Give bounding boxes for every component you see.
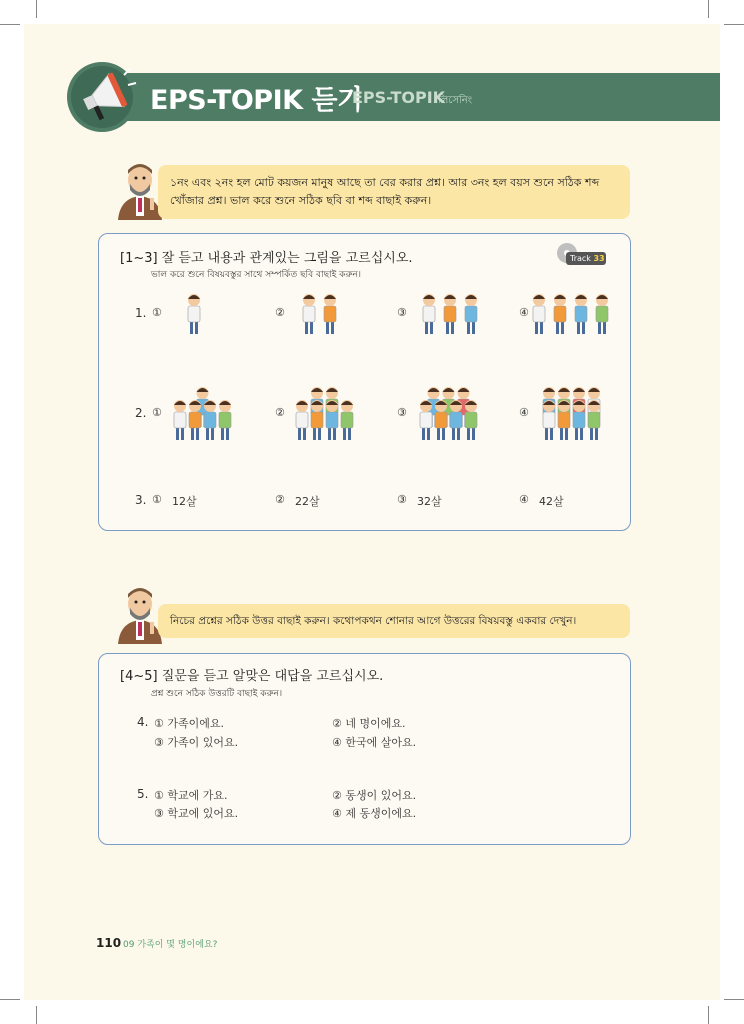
- person-icon: [341, 400, 353, 440]
- section1-title: [1~3] 잘 듣고 내용과 관계있는 그림을 고르십시오.: [120, 251, 413, 266]
- person-icon: [435, 400, 447, 440]
- q1-mark-4: ④: [519, 306, 529, 319]
- q2-mark-4: ④: [519, 406, 529, 419]
- crop-mark: [708, 1006, 709, 1024]
- person-icon: [596, 294, 608, 334]
- q1-number: 1.: [135, 306, 147, 320]
- page-number: 110: [96, 936, 122, 950]
- person-icon: [558, 400, 570, 440]
- people-figure-2: [300, 287, 350, 339]
- person-icon: [465, 294, 477, 334]
- crop-mark: [36, 1006, 37, 1024]
- person-icon: [204, 400, 216, 440]
- crop-mark: [0, 24, 20, 25]
- q4-number: 4.: [137, 715, 149, 729]
- person-icon: [465, 400, 477, 440]
- q3-option-4: 42살: [539, 495, 564, 508]
- q3-mark-4: ④: [519, 493, 529, 506]
- section2-subtitle: প্রশ্ন শুনে সঠিক উত্তরটি বাছাই করুন।: [151, 689, 283, 699]
- people-figure-1: [185, 287, 215, 339]
- header-subtitle-bn: লিসেনিং: [438, 95, 473, 106]
- instruction-text-2: নিচের প্রশ্নের সঠিক উত্তর বাছাই করুন। কথোপকথন শোনার আগে উত্তরের বিষয়বস্তু একবার দেখুন।: [170, 615, 577, 627]
- q1-mark-1: ①: [152, 306, 162, 319]
- people-figure-7: [414, 384, 484, 442]
- q1-mark-2: ②: [275, 306, 285, 319]
- header-title: EPS-TOPIK 듣기: [150, 85, 363, 116]
- q2-mark-1: ①: [152, 406, 162, 419]
- instruction-text-1: ১নং এবং ২নং হল মোট কয়জন মানুষ আছে তা বের করার প্রশ্ন। আর ৩নং হল বয়স শুনে সঠিক শব্দ খোঁজার প্রশ্ন। ভাল করে শুনে সঠিক ছবি বা শব্দ বাছাই করুন।: [170, 176, 600, 207]
- crop-mark: [36, 0, 37, 18]
- person-icon: [324, 294, 336, 334]
- person-icon: [219, 400, 231, 440]
- person-icon: [420, 400, 432, 440]
- crop-mark: [724, 24, 744, 25]
- person-icon: [444, 294, 456, 334]
- q3-mark-1: ①: [152, 493, 162, 506]
- track-label: Track: [570, 254, 591, 263]
- q2-number: 2.: [135, 406, 147, 420]
- person-icon: [543, 400, 555, 440]
- q5-option-1: ① 학교에 가요.: [154, 789, 228, 802]
- q1-mark-3: ③: [397, 306, 407, 319]
- q3-mark-3: ③: [397, 493, 407, 506]
- person-icon: [575, 294, 587, 334]
- lesson-title: 09 가족이 몇 명이에요?: [123, 940, 218, 950]
- megaphone-icon: [66, 61, 138, 133]
- person-icon: [533, 294, 545, 334]
- crop-mark: [0, 999, 20, 1000]
- person-icon: [423, 294, 435, 334]
- q4-option-2: ② 네 명이에요.: [332, 717, 406, 730]
- person-icon: [450, 400, 462, 440]
- q3-option-2: 22살: [295, 495, 320, 508]
- person-icon: [588, 400, 600, 440]
- people-figure-6: [290, 384, 360, 442]
- section2-title: [4~5] 질문을 듣고 알맞은 대답을 고르십시오.: [120, 669, 384, 684]
- people-figure-4: [530, 287, 620, 339]
- q3-option-3: 32살: [417, 495, 442, 508]
- q3-option-1: 12살: [172, 495, 197, 508]
- q4-option-1: ① 가족이에요.: [154, 717, 224, 730]
- instruction-bubble-2: [158, 604, 630, 638]
- q2-mark-3: ③: [397, 406, 407, 419]
- person-icon: [303, 294, 315, 334]
- header-subtitle: EPS-TOPIK: [352, 88, 446, 107]
- person-icon: [296, 400, 308, 440]
- people-figure-5: [168, 384, 238, 442]
- person-icon: [189, 400, 201, 440]
- q5-option-2: ② 동생이 있어요.: [332, 789, 417, 802]
- q5-number: 5.: [137, 787, 149, 801]
- crop-mark: [708, 0, 709, 18]
- person-icon: [188, 294, 200, 334]
- people-figure-8: [534, 384, 610, 442]
- section1-subtitle: ভাল করে শুনে বিষয়বস্তুর সাথে সম্পর্কিত ছবি বাছাই করুন।: [151, 270, 361, 280]
- q4-option-3: ③ 가족이 있어요.: [154, 736, 239, 749]
- q5-option-3: ③ 학교에 있어요.: [154, 807, 239, 820]
- instruction-bubble-1: [158, 165, 630, 219]
- person-icon: [573, 400, 585, 440]
- q2-mark-2: ②: [275, 406, 285, 419]
- people-figure-3: [420, 287, 490, 339]
- q3-mark-2: ②: [275, 493, 285, 506]
- person-icon: [554, 294, 566, 334]
- person-icon: [311, 400, 323, 440]
- crop-mark: [724, 999, 744, 1000]
- track-badge: [566, 252, 606, 265]
- person-icon: [326, 400, 338, 440]
- track-number: 33: [593, 254, 605, 263]
- person-icon: [174, 400, 186, 440]
- q5-option-4: ④ 제 동생이에요.: [332, 807, 417, 820]
- q4-option-4: ④ 한국에 살아요.: [332, 736, 417, 749]
- q3-number: 3.: [135, 493, 147, 507]
